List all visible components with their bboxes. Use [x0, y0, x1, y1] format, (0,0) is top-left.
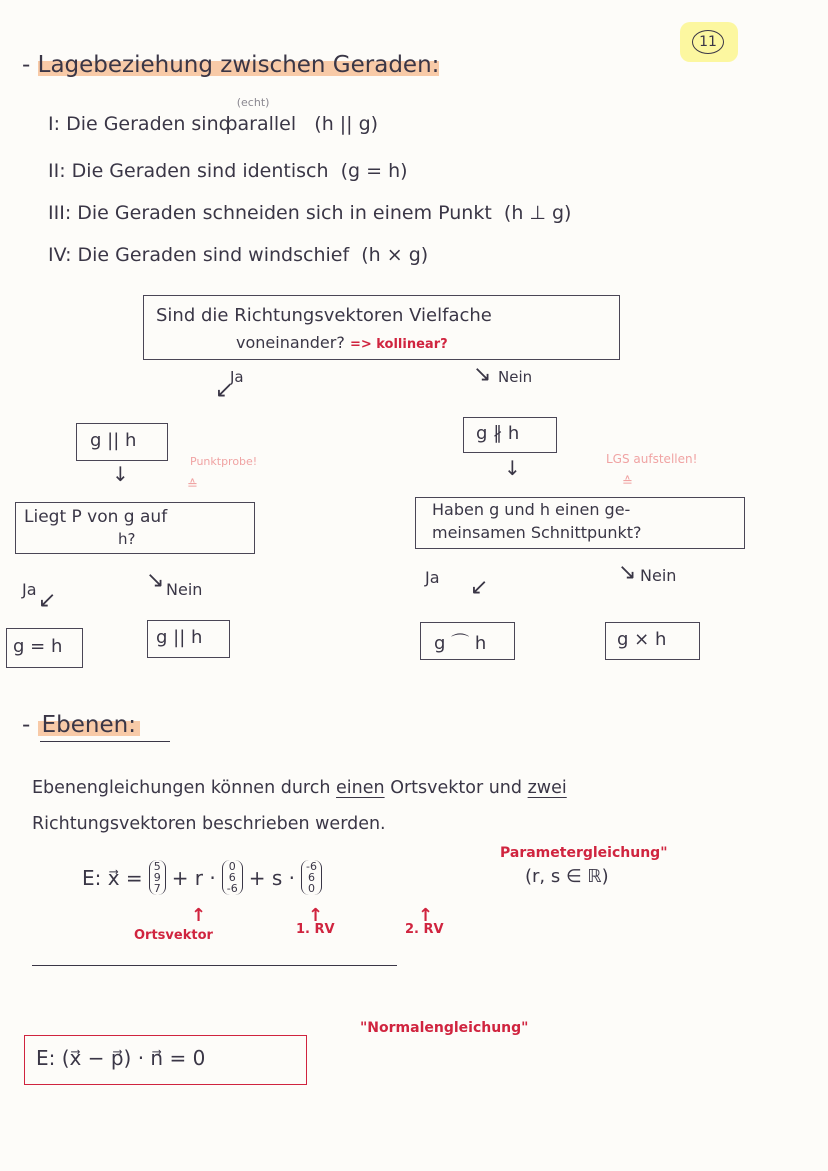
item-1-notation: (h || g) — [314, 113, 379, 135]
result-3: g ⌒ h — [434, 633, 487, 654]
item-1-num: I — [48, 113, 54, 135]
section2-para-line1 — [32, 778, 567, 798]
eq-plus-s: + s · — [248, 865, 295, 890]
eq-plus-r: + r · — [171, 865, 216, 890]
arrow-down-right: ↓ — [504, 456, 521, 480]
item-4-num: IV — [48, 244, 66, 266]
item-3-num: III — [48, 202, 65, 224]
arrow-left-1: ↙ — [215, 378, 234, 403]
section2-title-underline — [40, 741, 170, 742]
flow-right-hat: ≙ — [622, 475, 633, 490]
flow-rl-label: Ja — [425, 568, 440, 587]
v1-a: 5 — [153, 860, 161, 873]
vector-rv2 — [301, 860, 322, 895]
arrow-up-orts: ↑ — [191, 905, 207, 926]
vector-orts — [149, 860, 166, 895]
arrow-rr: ↘ — [618, 560, 637, 585]
item-2-num: II — [48, 160, 60, 182]
v2-a: 0 — [228, 860, 236, 873]
v2-b: 6 — [228, 871, 236, 884]
flow-rr-label: Nein — [640, 566, 677, 585]
arrow-down-left: ↓ — [112, 462, 129, 486]
eq-prefix: E: x⃗ = — [82, 865, 143, 890]
flow-root-question: voneinander? — [236, 333, 345, 352]
label-ortsvektor: Ortsvektor — [134, 928, 213, 943]
flow-left-box-text: g || h — [90, 430, 137, 451]
flow-root-kollinear: => kollinear? — [349, 337, 448, 352]
arrow-ll: ↙ — [38, 588, 57, 613]
para-part1: Ebenengleichungen können durch — [32, 778, 331, 798]
flow-left-label: Ja — [230, 368, 244, 386]
flow-root-line2 — [236, 333, 448, 352]
item-3: III: Die Geraden schneiden sich in einem Punkt (h ⊥ g) — [48, 202, 572, 224]
para-u2: zwei — [527, 778, 567, 798]
para-part2: Ortsvektor und — [390, 778, 523, 798]
arrow-up-rv1: ↑ — [308, 905, 324, 926]
normal-equation: E: (x⃗ − p⃗) · n⃗ = 0 — [36, 1046, 206, 1070]
flow-root-line1: Sind die Richtungsvektoren Vielfache — [156, 305, 492, 326]
flow-right-note: LGS aufstellen! — [606, 452, 698, 466]
flow-left-question-line2: h? — [118, 530, 136, 548]
item-1-text-after: parallel — [225, 113, 297, 135]
item-3-notation: (h ⊥ g) — [503, 202, 572, 224]
item-1-annotation: (echt) — [236, 96, 270, 109]
section1-title-text: Lagebeziehung zwischen Geraden: — [37, 52, 440, 78]
item-1-text-before: Die Geraden sind — [66, 113, 231, 135]
item-4-notation: (h ⨯ g) — [361, 244, 429, 266]
section2-title-text: Ebenen: — [38, 712, 140, 738]
item-2: II: Die Geraden sind identisch (g = h) — [48, 160, 408, 182]
param-equation — [82, 860, 324, 895]
result-2: g || h — [156, 627, 203, 648]
v3-c: 0 — [307, 882, 315, 895]
v1-b: 9 — [153, 871, 161, 884]
result-4: g ⨯ h — [617, 629, 667, 650]
arrow-right-1: ↘ — [473, 362, 492, 387]
label-rv2: 2. RV — [405, 922, 444, 937]
arrow-lr: ↘ — [146, 568, 165, 593]
v2-c: -6 — [226, 882, 238, 895]
flow-right-label: Nein — [498, 368, 533, 386]
vector-rv1 — [222, 860, 243, 895]
item-2-notation: (g = h) — [340, 160, 408, 182]
result-1: g = h — [13, 636, 63, 657]
flow-lr-label: Nein — [166, 580, 203, 599]
param-label: Parametergleichung" — [500, 845, 668, 861]
flow-left-question-line1: Liegt P von g auf — [24, 507, 168, 527]
item-3-text: Die Geraden schneiden sich in einem Punkt — [77, 202, 492, 224]
normal-label: "Normalengleichung" — [360, 1020, 529, 1036]
section1-title: - Lagebeziehung zwischen Geraden: — [22, 52, 440, 78]
page-number: 11 — [692, 30, 724, 54]
flow-ll-label: Ja — [22, 580, 37, 599]
item-4: IV: Die Geraden sind windschief (h ⨯ g) — [48, 244, 429, 266]
section2-title: - Ebenen: — [22, 712, 140, 738]
v3-b: 6 — [307, 871, 315, 884]
arrow-up-rv2: ↑ — [418, 905, 434, 926]
label-rv1: 1. RV — [296, 922, 335, 937]
item-1: I: Die Geraden sind $^{(echt)}$ parallel (h || g) — [48, 96, 379, 135]
para-u1: einen — [336, 778, 385, 798]
item-2-text: Die Geraden sind identisch — [71, 160, 329, 182]
flow-right-question-line2: meinsamen Schnittpunkt? — [432, 523, 642, 542]
flow-left-note: Punktprobe! — [190, 455, 258, 468]
flow-right-box-text: g ∦ h — [476, 423, 520, 444]
divider — [32, 965, 397, 966]
item-4-text: Die Geraden sind windschief — [77, 244, 350, 266]
v1-c: 7 — [153, 882, 161, 895]
param-domain: (r, s ∈ ℝ) — [525, 866, 609, 887]
arrow-rl: ↙ — [470, 575, 489, 600]
flow-right-question-line1: Haben g und h einen ge- — [432, 500, 631, 519]
section2-para-line2: Richtungsvektoren beschrieben werden. — [32, 814, 386, 834]
v3-a: -6 — [305, 860, 317, 873]
flow-left-hat: ≙ — [187, 478, 198, 493]
